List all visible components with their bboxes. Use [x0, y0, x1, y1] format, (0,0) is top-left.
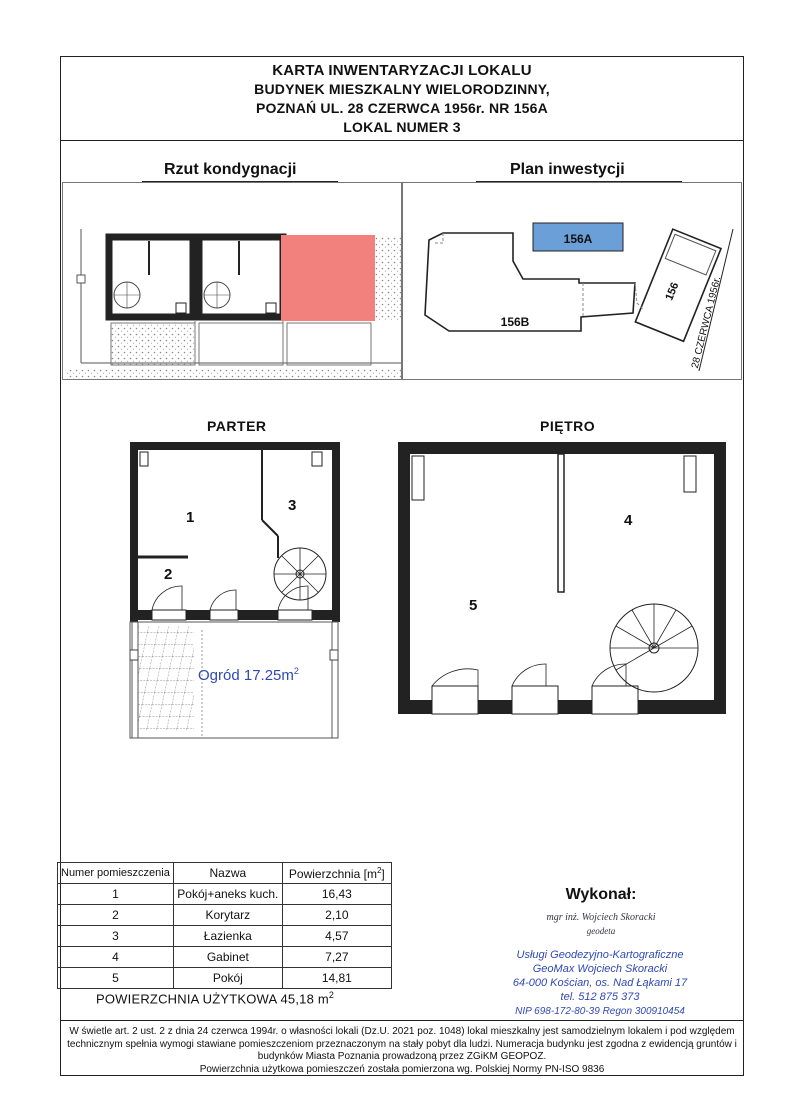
table-row: 3 Łazienka 4,57 [58, 926, 392, 947]
table-row: 2 Korytarz 2,10 [58, 905, 392, 926]
author-signature-role: geodeta [586, 926, 616, 936]
unit-2-plan [199, 237, 283, 317]
company-stamp-line1: Usługi Geodezyjno-Kartograficzne [516, 949, 684, 961]
unit-3-highlight [281, 235, 375, 321]
street-label: 28 CZERWCA 1956r. [689, 275, 724, 370]
legal-footer: W świetle art. 2 ust. 2 z dnia 24 czerwca 1994r. o własności lokali (Dz.U. 2021 poz. 1048) lokal mieszkalny jest samodzielnym lokalem i pod względem technicznym spełnia wymogi stawiane pomieszczeniom przeznaczonym na stały pobyt dla ludzi. Numeracja budynku jest zgodna z ewidencją gruntów i budynków Miasta Poznania prowadzoną przez ZGiKM GEOPOZ. Powierzchnia użytkowa pomieszczeń została pomierzona wg. Polskiej Normy PN-ISO 9836 [67, 1026, 737, 1075]
table-row: 5 Pokój 14,81 [58, 968, 392, 989]
doc-subtitle-address: POZNAŃ UL. 28 CZERWCA 1956r. NR 156A [256, 100, 548, 116]
company-stamp-line4: tel. 512 875 373 [560, 991, 640, 1003]
ground-floor-plan [128, 440, 348, 740]
table-row: 1 Pokój+aneks kuch. 16,43 [58, 884, 392, 905]
first-floor-plan [396, 440, 730, 716]
table-header-row [58, 863, 392, 884]
doc-subtitle-building: BUDYNEK MIESZKALNY WIELORODZINNY, [254, 81, 550, 97]
garden-area-label: Ogród $17.25m^2$ [198, 666, 299, 684]
footer-divider [60, 1020, 744, 1021]
gardens [111, 321, 371, 365]
doc-title: KARTA INWENTARYZACJI LOKALU [272, 62, 532, 79]
investment-heading: Plan inwestycji [510, 161, 625, 178]
author-heading: Wykonał: [565, 886, 637, 903]
room-5-number: 5 [469, 597, 478, 614]
table-row: 4 Gabinet 7,27 [58, 947, 392, 968]
room-1-number: 1 [186, 509, 195, 526]
col-area-header: Powierzchnia $[m^2]$ [282, 863, 391, 884]
investment-plan [402, 182, 742, 380]
header-divider [60, 140, 744, 141]
floor-plan-overview [62, 182, 402, 380]
company-stamp-line5: NIP 698-172-80-39 Regon 300910454 [515, 1006, 685, 1017]
doc-subtitle-unit: LOKAL NUMER 3 [343, 119, 461, 135]
author-signature-name: mgr inż. Wojciech Skoracki [546, 912, 656, 923]
room-areas-table [57, 862, 392, 989]
ground-floor-title: PARTER [207, 418, 267, 434]
room-4-number: 4 [624, 512, 633, 529]
total-usable-area: POWIERZCHNIA UŻYTKOWA 45,18 $m^2$ [96, 990, 335, 1007]
building-156-label: 156 [663, 280, 682, 303]
company-stamp-line2: GeoMax Wojciech Skoracki [532, 963, 668, 975]
first-floor-title: PIĘTRO [540, 418, 596, 434]
unit-1-plan [109, 237, 193, 317]
investment-plan-drawing [403, 183, 742, 380]
company-stamp-line3: 64-000 Kościan, os. Nad Łąkami 17 [512, 977, 688, 989]
building-156a-label: 156A [563, 232, 593, 246]
col-name-header: Nazwa [173, 863, 282, 884]
room-2-number: 2 [164, 566, 173, 583]
floor-plan-overview-drawing [63, 183, 402, 380]
floor-plan-heading: Rzut kondygnacji [164, 161, 297, 178]
room-3-number: 3 [288, 497, 297, 514]
building-156b-label: 156B [500, 315, 530, 329]
col-number-header: Numer pomieszczenia [58, 863, 174, 884]
